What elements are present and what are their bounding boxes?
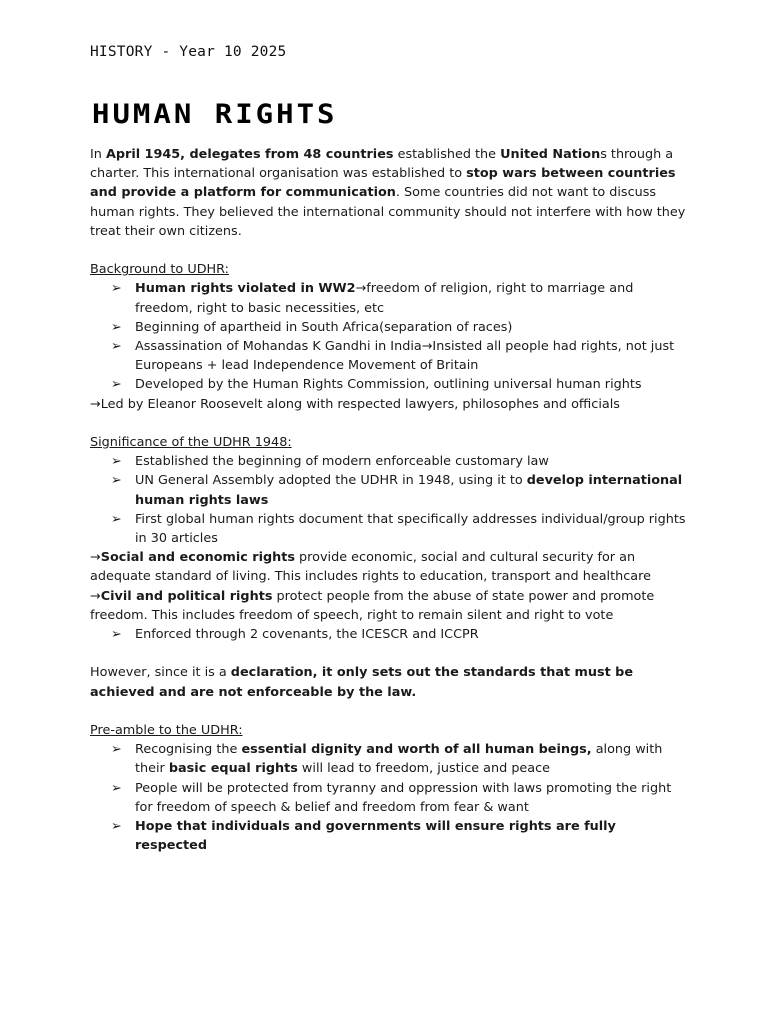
text-span: Developed by the Human Rights Commission, outlining universal human rights [135,377,642,393]
list-item [90,817,690,855]
section-heading-background: Background to UDHR: [90,262,229,278]
bold-text: April 1945, delegates from 48 countries [105,147,394,162]
list-item [90,279,690,317]
bold-text: develop international human rights laws [135,473,683,508]
text-span: Assassination of Mohandas K Gandhi in India→Insisted all people had rights, not just Europeans + lead Independence Movement of Britain [135,339,675,374]
spacer [90,702,690,721]
background-note: →Led by Eleanor Roosevelt along with respected lawyers, philosophes and officials [90,396,620,412]
document-header: HISTORY - Year 10 2025 [90,44,287,60]
bullet-arrow-icon: ➢ [111,627,122,643]
section-heading-preamble: Pre-amble to the UDHR: [90,723,243,739]
text-span: Beginning of apartheid in South Africa(separation of races) [135,319,513,335]
list-item [90,471,690,509]
page-title: HUMAN RIGHTS [92,98,338,130]
bullet-arrow-icon: ➢ [111,319,122,335]
text-span: along with their [135,742,663,777]
text-span: established the [393,147,501,162]
bullet-arrow-icon: ➢ [111,742,122,758]
civil-political-rights [90,587,690,625]
arrow-icon: → [90,550,101,566]
intro-paragraph [90,145,690,241]
list-item [90,337,690,375]
declaration-paragraph [90,663,690,701]
bullet-arrow-icon: ➢ [111,339,122,355]
list-item [90,375,690,394]
bullet-arrow-icon: ➢ [111,819,122,835]
arrow-icon: → [90,588,101,604]
bold-text: Hope that individuals and governments will ensure rights are fully respected [135,819,616,854]
bold-text: declaration, it only sets out the standards that must be achieved and are not enforceable by the law. [90,665,634,700]
text-span: provide economic, social and cultural security for an adequate standard of living. This includes rights to education, transport and healthcare [90,550,651,585]
bold-text: stop wars between countries and provide a platform for communication [90,166,676,201]
list-item [90,779,690,817]
text-span: However, since it is a [90,665,231,681]
spacer [90,414,690,433]
list-item [90,625,690,644]
list-item [90,318,690,337]
text-span: protect people from the abuse of state power and promote freedom. This includes freedom of speech, right to remain silent and right to vote [90,588,655,623]
bold-text: United Nation [500,147,601,162]
bold-text: Civil and political rights [100,588,273,604]
bullet-arrow-icon: ➢ [111,473,122,489]
text-span: →freedom of religion, right to marriage and freedom, right to basic necessities, etc [135,281,634,316]
text-span: . Some countries did not want to discuss human rights. They believed the international community should not interfere with how they treat their own citizens. [90,185,686,239]
bold-text: Social and economic rights [100,550,295,566]
bullet-arrow-icon: ➢ [111,281,122,297]
text-span: In [90,147,106,162]
bullet-arrow-icon: ➢ [111,780,122,796]
section-heading-significance: Significance of the UDHR 1948: [90,435,292,451]
social-economic-rights [90,548,690,586]
spacer [90,241,690,260]
text-span: First global human rights document that specifically addresses individual/group rights in 30 articles [135,511,686,547]
text-span: Recognising the [135,742,242,758]
list-item [90,452,690,471]
bullet-arrow-icon: ➢ [111,454,122,470]
bold-text: Human rights violated in WW2 [135,281,356,297]
text-span: UN General Assembly adopted the UDHR in 1948, using it to [135,473,527,489]
list-item [90,510,690,548]
document-body [90,145,690,855]
list-item [90,740,690,778]
text-span: People will be protected from tyranny and oppression with laws promoting the right for freedom of speech & belief and freedom from fear & want [135,780,672,815]
spacer [90,644,690,663]
text-span: Enforced through 2 covenants, the ICESCR and ICCPR [135,627,479,643]
text-span: will lead to freedom, justice and peace [297,761,551,777]
bullet-arrow-icon: ➢ [111,511,122,527]
bold-text: basic equal rights [168,761,298,777]
bullet-arrow-icon: ➢ [111,377,122,393]
text-span: Established the beginning of modern enforceable customary law [135,454,549,470]
bold-text: essential dignity and worth of all human beings, [241,742,592,758]
text-span: s through a charter. This international organisation was established to [90,147,674,182]
